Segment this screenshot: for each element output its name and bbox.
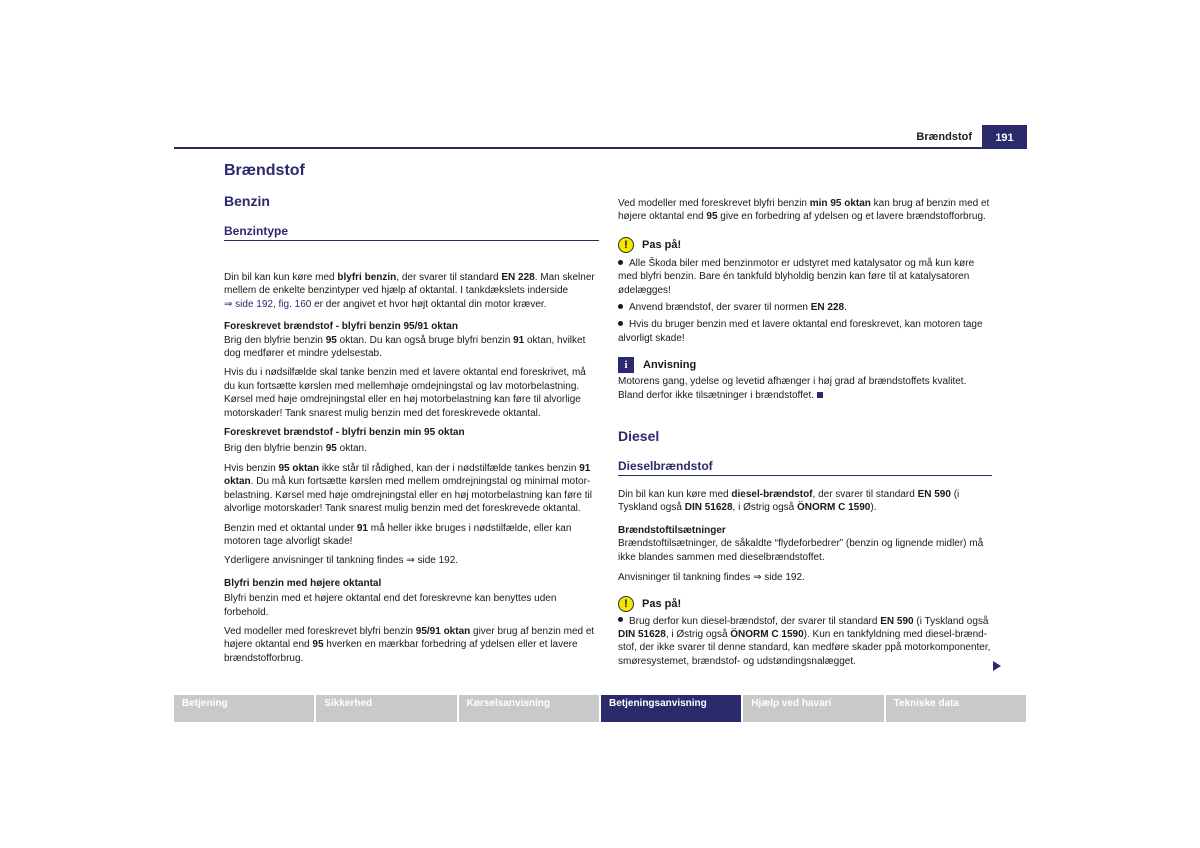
note-heading: i Anvisning <box>618 357 992 373</box>
tab-koerselsanvisning[interactable]: Kørselsanvisning <box>459 695 601 722</box>
subheading-rule <box>618 475 992 476</box>
bullet-icon <box>618 260 623 265</box>
tab-tekniske-data[interactable]: Tekniske data <box>886 695 1026 722</box>
bullet-item: Brug derfor kun diesel-brændstof, der svarer til standard EN 590 (i Tyskland også DIN 51628, i Østrig også ÖNORM C 1590). Kun en tankfyldning med diesel-brændstof, der ikke svarer til denne standard, kan medføre skader ppå motorkomponenter, smøresystemet, brændstof- og udstøndingsnalægget. <box>618 615 991 667</box>
subheading: Foreskrevet brændstof - blyfri benzin 95/91 oktan <box>224 321 458 333</box>
bullet-icon <box>618 617 623 622</box>
page-number: 191 <box>982 125 1027 149</box>
paragraph: Blyfri benzin med et højere oktantal end det foreskrevne kan benyttes uden forbehold. <box>224 593 557 618</box>
end-of-section-icon <box>817 392 823 398</box>
paragraph: Brig den blyfrie benzin 95 oktan. <box>224 443 367 455</box>
warning-heading: ! Pas på! <box>618 237 992 253</box>
heading-diesel: Diesel <box>618 428 660 445</box>
paragraph: Ved modeller med foreskrevet blyfri benzin min 95 oktan kan brug af benzin med et højere oktantal end 95 give en forbedring af ydelsen og et lavere brændstofforbrug. <box>618 198 990 223</box>
heading-dieselbraendstof: Dieselbrændstof <box>618 459 713 474</box>
left-column <box>224 162 599 665</box>
paragraph: Din bil kan kun køre med blyfri benzin, der svarer til standard EN 228. Man skelner mellem de enkelte benzintyper ved hjælp af oktantal. I tankdækslets inderside ⇒ side 192, fig. 160 er der angivet et hvor højt oktantal din motor kræver. <box>224 272 595 310</box>
bullet-item: Hvis du bruger benzin med et lavere oktantal end foreskrevet, kan motoren tage alvorligt skade! <box>618 319 983 344</box>
info-icon: i <box>618 357 634 373</box>
warning-icon: ! <box>618 596 634 612</box>
bullet-item: Alle Škoda biler med benzinmotor er udstyret med katalysator og må kun køre med blyfri benzin. Bare én tankfuld blyholdig benzin kan føre til at katalysatoren ødelægges! <box>618 257 975 296</box>
paragraph: Anvisninger til tankning findes ⇒ side 192. <box>618 572 805 584</box>
continue-arrow-icon[interactable] <box>993 661 1001 671</box>
paragraph: Hvis du i nødsilfælde skal tanke benzin med et lavere oktantal end foreskrivet, må du kun fortsætte kørslen med mellemhøje omdejningstal og lav motorbelastning. Kørsel med høje omdrejningstal eller en høj motorbelastning kan føre til alvorlige motorskader! Tank snarest mulig benzin med det foreskrevede oktantal. <box>224 367 586 419</box>
right-column <box>618 197 992 668</box>
warning-icon: ! <box>618 237 634 253</box>
subheading-rule <box>224 240 599 241</box>
tab-hjaelp-ved-havari[interactable]: Hjælp ved havari <box>743 695 885 722</box>
warning-heading: ! Pas på! <box>618 596 992 612</box>
tab-betjening[interactable]: Betjening <box>174 695 316 722</box>
paragraph: Brændstoftilsætninger, de såkaldte “flydeforbedrer” (benzin og lignende midler) må ikke blandes sammen med dieselbrændstoffet. <box>618 538 984 563</box>
paragraph: Yderligere anvisninger til tankning findes ⇒ side 192. <box>224 555 459 567</box>
tab-betjeningsanvisning[interactable]: Betjeningsanvisning <box>601 695 743 722</box>
paragraph: Din bil kan kun køre med diesel-brændstof, der svarer til standard EN 590 (i Tyskland også DIN 51628, i Østrig også ÖNORM C 1590). <box>618 489 960 514</box>
section-title: Brændstof <box>224 162 305 179</box>
note-text: Motorens gang, ydelse og levetid afhænger i høj grad af brændstoffets kvalitet. Bland derfor ikke tilsætninger i brændstoffet. <box>618 376 967 401</box>
chapter-tab-bar <box>174 695 1026 722</box>
bullet-icon <box>618 304 623 309</box>
paragraph: Brig den blyfrie benzin 95 oktan. Du kan også bruge blyfri benzin 91 oktan, hvilket dog medfører et mindre ydelsestab. <box>224 334 586 360</box>
paragraph: Benzin med et oktantal under 91 må heller ikke bruges i nødstilfælde, eller kan motoren tage alvorligt skade! <box>224 522 572 547</box>
bullet-icon <box>618 321 623 326</box>
page-reference-link[interactable]: ⇒ side 192, fig. 160 <box>224 298 312 310</box>
header-rule <box>174 147 1026 149</box>
heading-benzintype: Benzintype <box>224 224 289 238</box>
subheading: Brændstoftilsætninger <box>618 524 726 536</box>
bullet-item: Anvend brændstof, der svarer til normen EN 228. <box>618 301 992 314</box>
subheading: Blyfri benzin med højere oktantal <box>224 577 382 589</box>
paragraph: Ved modeller med foreskrevet blyfri benzin 95/91 oktan giver brug af benzin med et højere oktantal end 95 hverken en mærkbar forbedring af ydelsen eller et lavere brændstofforbrug. <box>224 625 595 664</box>
heading-benzin: Benzin <box>224 193 270 209</box>
running-header-title: Brændstof <box>916 131 972 143</box>
tab-sikkerhed[interactable]: Sikkerhed <box>316 695 458 722</box>
paragraph: Hvis benzin 95 oktan ikke står til rådighed, kan der i nødstilfælde tankes benzin 91 oktan. Du må kun fortsætte kørslen med mellem omdrejningstal og minimal motorbelastning. Kørsel med høje omdrejningstal eller en høj motorbelastning kan føre til alvorlige motorskader! Tank snarest mulig benzin med det foreskrevede oktantal. <box>224 462 592 515</box>
subheading: Foreskrevet brændstof - blyfri benzin min 95 oktan <box>224 427 465 439</box>
